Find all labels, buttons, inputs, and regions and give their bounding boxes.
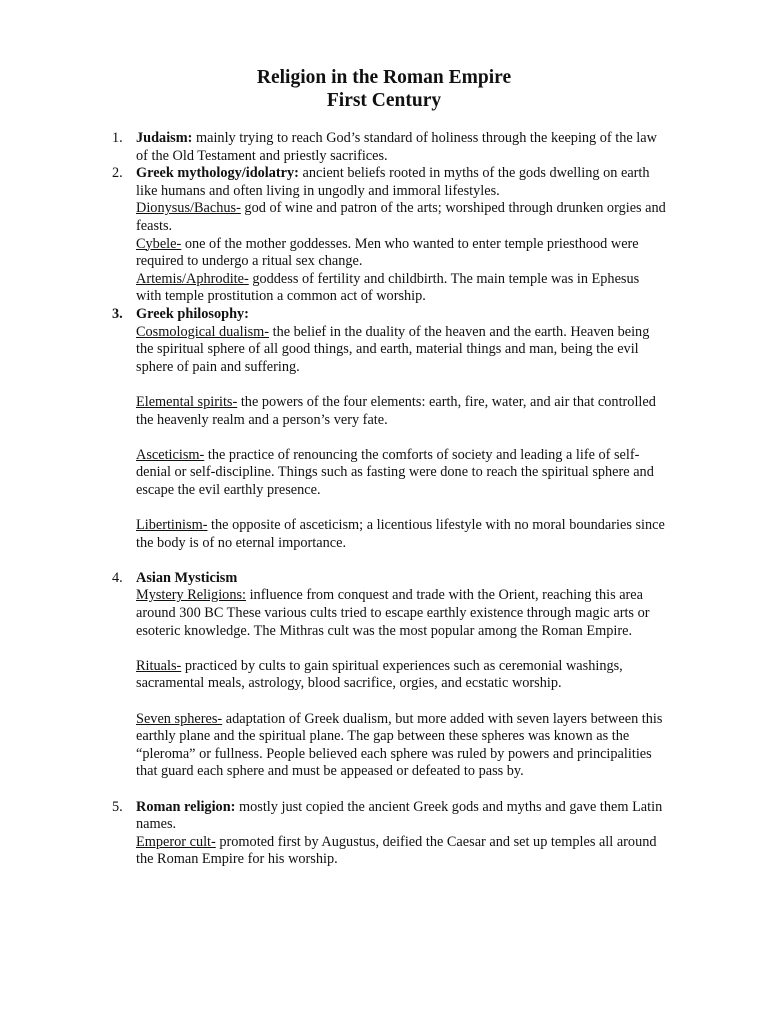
entry-term: Asceticism- xyxy=(136,446,205,463)
item-number: 2. xyxy=(112,165,123,182)
list-item-roman-religion xyxy=(0,799,768,869)
entry-seven-spheres xyxy=(136,711,668,781)
entry-text: the opposite of asceticism; a licentious lifestyle with no moral boundaries since the body is of no eternal importance. xyxy=(136,517,665,551)
item-paragraph xyxy=(136,799,668,834)
entry-text: promoted first by Augustus, deified the Caesar and set up temples all around the Roman Empire for his worship. xyxy=(136,833,657,868)
entry-cybele xyxy=(136,236,668,271)
entry-text: god of wine and patron of the arts; worshiped through drunken orgies and feasts. xyxy=(136,200,666,234)
item-heading: Greek philosophy: xyxy=(136,305,249,322)
paragraph-spacer xyxy=(136,429,668,447)
item-text: mostly just copied the ancient Greek gods and myths and gave them Latin names. xyxy=(136,798,663,833)
item-spacer xyxy=(0,781,768,799)
entry-term: Rituals- xyxy=(136,657,182,674)
entry-term: Seven spheres- xyxy=(136,710,223,727)
title-line-2: First Century xyxy=(326,90,442,111)
entry-libertinism xyxy=(136,517,668,552)
entry-text: influence from conquest and trade with the Orient, reaching this area around 300 BC These various cults tried to escape earthly existence through magic arts or esoteric knowledge. The Mithras cult was the most popular among the Roman Empire. xyxy=(136,587,650,639)
entry-text: adaptation of Greek dualism, but more added with seven layers between this earthly plane and the spiritual plane. The gap between these spheres was known as the “pleroma” or fullness. People believed each sphere was ruled by powers and principalities that guard each sphere and must be appeased or defeated to pass by. xyxy=(136,710,663,780)
list-item-judaism xyxy=(0,130,768,165)
entry-term: Elemental spirits- xyxy=(136,393,238,410)
entry-dionysus xyxy=(136,200,668,235)
item-number: 5. xyxy=(112,798,123,815)
item-heading: Judaism: xyxy=(136,130,193,146)
title-line-1: Religion in the Roman Empire xyxy=(256,67,512,88)
entry-term: Dionysus/Bachus- xyxy=(136,200,241,217)
entry-text: the practice of renouncing the comforts of society and leading a life of self-denial or self-discipline. Things such as fasting were done to reach the spiritual sphere and escape the evil earthly presence. xyxy=(136,446,654,498)
item-spacer xyxy=(0,552,768,570)
paragraph-spacer xyxy=(136,376,668,394)
entry-term: Libertinism- xyxy=(136,517,208,534)
list-item-asian-mysticism xyxy=(0,570,768,781)
entry-cosmological-dualism xyxy=(136,324,668,377)
item-number: 3. xyxy=(112,305,123,322)
entry-rituals xyxy=(136,658,668,693)
entry-text: practiced by cults to gain spiritual experiences such as ceremonial washings, sacramental meals, astrology, blood sacrifice, orgies, and ecstatic worship. xyxy=(136,657,623,692)
entry-term: Cosmological dualism- xyxy=(136,323,270,340)
entry-text: the belief in the duality of the heaven and the earth. Heaven being the spiritual sphere of all good things, and earth, material things and man, being the evil sphere of pain and suffering. xyxy=(136,323,650,375)
item-heading: Greek mythology/idolatry: xyxy=(136,165,299,182)
item-text: mainly trying to reach God’s standard of holiness through the keeping of the law of the Old Testament and priestly sacrifices. xyxy=(136,130,657,164)
entry-term: Cybele- xyxy=(136,235,182,252)
item-text: ancient beliefs rooted in myths of the gods dwelling on earth like humans and often living in ungodly and immoral lifestyles. xyxy=(136,165,650,199)
item-heading: Roman religion: xyxy=(136,798,236,815)
item-heading: Asian Mysticism xyxy=(136,569,238,586)
entry-artemis xyxy=(136,271,668,306)
religion-list xyxy=(0,130,768,869)
list-item-greek-philosophy xyxy=(0,306,768,552)
paragraph-spacer xyxy=(136,693,668,711)
item-paragraph xyxy=(136,130,668,165)
item-paragraph xyxy=(136,165,668,200)
entry-asceticism xyxy=(136,447,668,500)
entry-text: goddess of fertility and childbirth. The main temple was in Ephesus with temple prostitution a common act of worship. xyxy=(136,270,640,305)
entry-mystery-religions xyxy=(136,587,668,640)
item-number: 1. xyxy=(112,130,123,146)
entry-term: Emperor cult- xyxy=(136,833,216,850)
entry-term: Artemis/Aphrodite- xyxy=(136,270,249,287)
entry-elemental-spirits xyxy=(136,394,668,429)
paragraph-spacer xyxy=(136,499,668,517)
entry-text: one of the mother goddesses. Men who wanted to enter temple priesthood were required to undergo a ritual sex change. xyxy=(136,235,639,270)
list-item-greek-mythology xyxy=(0,165,768,306)
entry-term: Mystery Religions: xyxy=(136,587,247,604)
document-title xyxy=(0,66,768,112)
entry-text: the powers of the four elements: earth, fire, water, and air that controlled the heavenly realm and a person’s very fate. xyxy=(136,393,656,428)
paragraph-spacer xyxy=(136,640,668,658)
item-number: 4. xyxy=(112,569,123,586)
entry-emperor-cult xyxy=(136,834,668,869)
